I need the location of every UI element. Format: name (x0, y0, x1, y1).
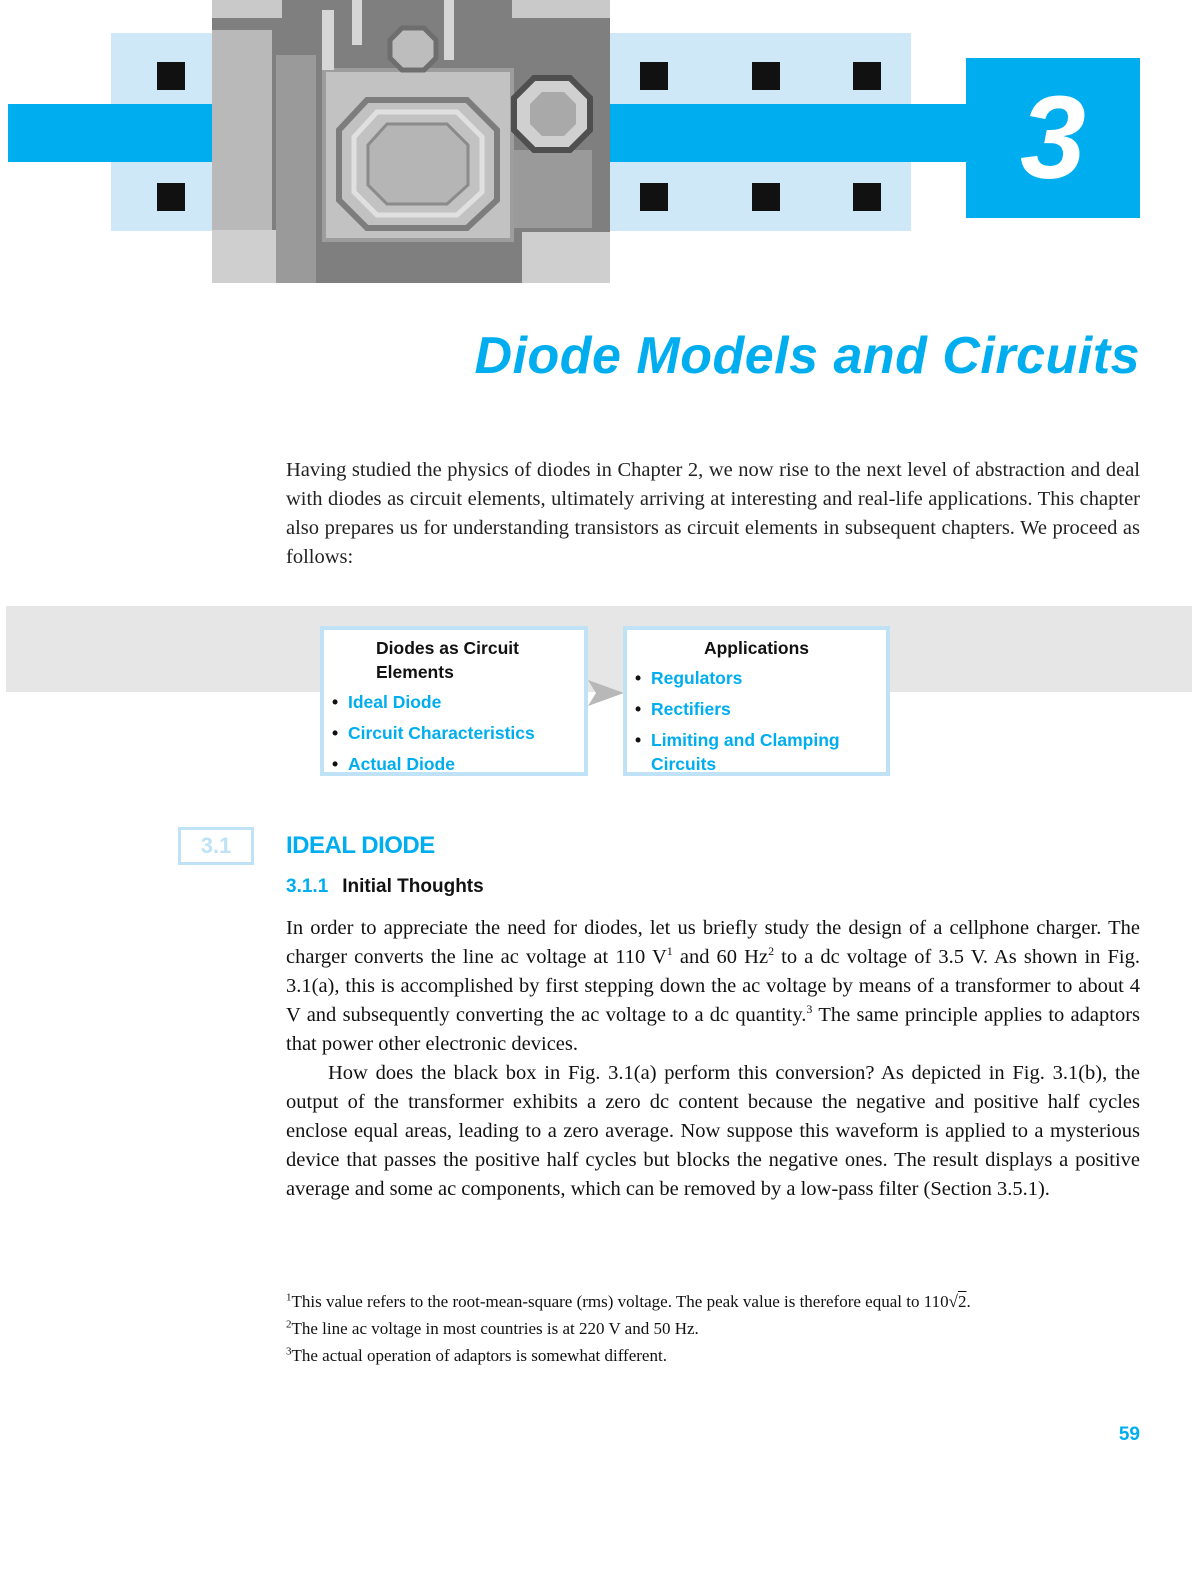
footnote-2 (286, 1315, 1146, 1342)
roadmap-item-rectifiers: Rectifiers (651, 699, 731, 719)
intro-paragraph: Having studied the physics of diodes in Chapter 2, we now rise to the next level of abstraction and deal with diodes as circuit elements, ultimately arriving at interesting and real-life applications. This chapter also prepares us for understanding transistors as circuit elements in subsequent chapters. We proceed as follows: (286, 459, 1140, 568)
banner-square-6 (640, 183, 668, 211)
footnote-text: This value refers to the root-mean-square (rms) voltage. The peak value is therefore equal to 110 (291, 1292, 949, 1311)
roadmap-right-list (635, 666, 886, 776)
section-title: IDEAL DIODE (286, 832, 435, 859)
sqrt-icon: √ (948, 1292, 958, 1311)
bullet-icon: • (332, 692, 339, 712)
footnote-text: The actual operation of adaptors is somewhat different. (291, 1346, 667, 1365)
roadmap-item-ideal-diode: Ideal Diode (348, 692, 442, 712)
banner-cyan-stripe-left (8, 104, 212, 162)
banner-cyan-stripe-right (610, 104, 966, 162)
list-item (635, 666, 886, 690)
subsection-heading (286, 876, 484, 898)
paragraph-1-part-a: In order to appreciate the need for diodes, let us briefly study the design of a cellphone charger. The charger converts the line ac voltage at 110 V (286, 917, 1140, 968)
footnote-ref-1[interactable]: 1 (666, 944, 673, 959)
paragraph-1-part-d: The same principle applies to adaptors that power other electronic devices. (286, 1004, 1140, 1055)
roadmap-item-limiting-clamping: Limiting and Clamping Circuits (651, 730, 840, 774)
bullet-icon: • (332, 723, 339, 743)
roadmap-left-heading: Diodes as Circuit Elements (376, 638, 519, 682)
bullet-icon: • (635, 699, 642, 719)
footnotes (286, 1288, 1146, 1369)
subsection-number: 3.1.1 (286, 876, 329, 897)
list-item (635, 697, 886, 721)
list-item (332, 690, 584, 714)
roadmap-left-list (332, 690, 584, 776)
bullet-icon: • (635, 668, 642, 688)
roadmap-box-diodes-as-elements (320, 626, 588, 776)
chip-die-photo (212, 0, 610, 283)
roadmap-arrow-icon (588, 680, 624, 706)
paragraph-2: How does the black box in Fig. 3.1(a) perform this conversion? As depicted in Fig. 3.1(b), the output of the transformer exhibits a zero dc content because the negative and positive half cycles enclose equal areas, leading to a zero average. Now suppose this waveform is applied to a mysterious device that passes the positive half cycles but blocks the negative ones. The result displays a positive average and some ac components, which can be removed by a low-pass filter (Section 3.5.1). (286, 1062, 1140, 1200)
banner-square-3 (640, 62, 668, 90)
banner-square-8 (853, 183, 881, 211)
roadmap-item-actual-diode: Actual Diode (348, 754, 455, 774)
banner-square-5 (853, 62, 881, 90)
page-number: 59 (1118, 1424, 1140, 1445)
footnote-mark: 3 (286, 1345, 292, 1358)
paragraph-1 (286, 914, 1140, 1059)
list-item (332, 721, 584, 745)
roadmap-right-heading: Applications (703, 638, 809, 658)
footnote-1 (286, 1288, 1146, 1315)
footnote-mark: 1 (286, 1291, 292, 1304)
roadmap-item-circuit-characteristics: Circuit Characteristics (348, 723, 535, 743)
list-item (635, 728, 886, 776)
footnote-3 (286, 1342, 1146, 1369)
banner-square-1 (157, 62, 185, 90)
footnote-mark: 2 (286, 1318, 292, 1331)
section-number-box: 3.1 (178, 827, 254, 865)
list-item (332, 752, 584, 776)
chapter-number-badge: 3 (966, 58, 1140, 218)
footnote-ref-2[interactable]: 2 (768, 944, 775, 959)
paragraph-1-part-c: to a dc voltage of 3.5 V. As shown in Fig. 3.1(a), this is accomplished by first stepping down the ac voltage by means of a transformer to about 4 V and subsequently converting the ac voltage to a dc quantity. (286, 946, 1140, 1026)
paragraph-1-part-b: and 60 Hz (672, 946, 769, 968)
footnote-end: . (966, 1292, 971, 1311)
banner-square-4 (752, 62, 780, 90)
roadmap-item-regulators: Regulators (651, 668, 743, 688)
bullet-icon: • (635, 730, 642, 750)
footnote-radicand: 2 (957, 1292, 967, 1311)
banner-square-2 (157, 183, 185, 211)
subsection-title: Initial Thoughts (342, 876, 484, 897)
footnote-ref-3[interactable]: 3 (806, 1002, 813, 1017)
footnote-text: The line ac voltage in most countries is at 220 V and 50 Hz. (291, 1319, 699, 1338)
body-text (286, 914, 1140, 1204)
banner-square-7 (752, 183, 780, 211)
chapter-title: Diode Models and Circuits (474, 327, 1140, 385)
roadmap-box-applications (623, 626, 890, 776)
bullet-icon: • (332, 754, 339, 774)
